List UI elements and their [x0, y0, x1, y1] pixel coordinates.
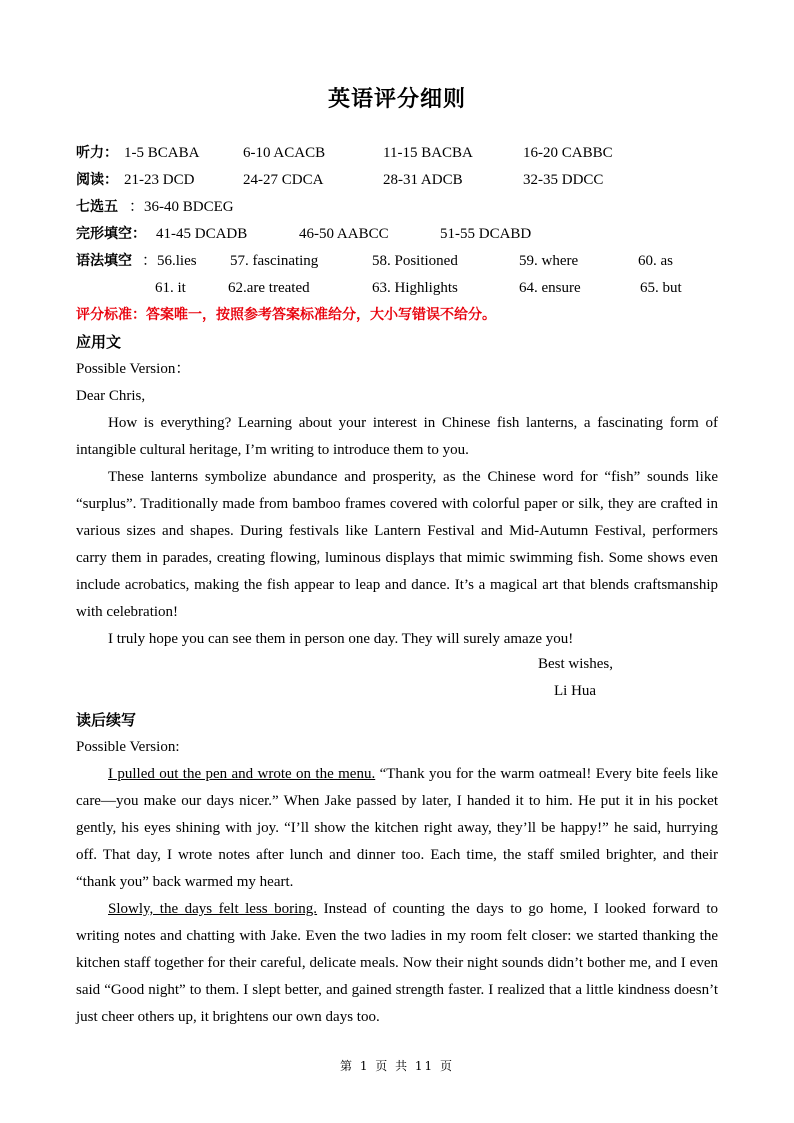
listening-row	[76, 143, 613, 163]
paragraph-text: “Thank you for the warm oatmeal! Every bite feels like care—you make our days nicer.” When Jake passed by later, I handed it to him. He put it in his pocket gently, his eyes shining with joy. “I’ll show the kitchen right away, they’ll be happy!” he said, hurrying off. That day, I wrote notes after lunch and dinner too. Each time, the staff smiled brighter, and their “thank you” back warmed my heart.	[76, 766, 718, 890]
paragraph-text: Instead of counting the days to go home, I looked forward to writing notes and chatting with Jake. Even the two ladies in my room felt closer: we started thanking the kitchen staff together for their careful, delicate meals. Now their night sounds didn’t bother me, and I even said “Good night” to them. I slept better, and gained strength faster. I realized that a little kindness doesn’t just cheer others up, it brightens our own days too.	[76, 901, 718, 1025]
grammar-label: 语法填空	[76, 253, 132, 269]
answer-item: 57. fascinating	[230, 253, 319, 269]
answer-group: 28-31 ADCB	[383, 172, 463, 188]
answer-group: 51-55 DCABD	[440, 226, 532, 242]
letter-paragraph: These lanterns symbolize abundance and prosperity, as the Chinese word for “fish” sounds like “surplus”. Traditionally made from bamboo frames covered with colorful paper or silk, they are crafted in various sizes and shapes. During festivals like Lantern Festival and Mid-Autumn Festival, performers carry them in parades, creating flowing, luminous displays that mimic swimming fish. Some shows even include acrobatics, making the fish appear to leap and dance. It’s a magical art that blends craftsmanship with celebration!	[76, 469, 718, 620]
answer-group: 32-35 DDCC	[523, 172, 604, 188]
answer-group: 1-5 BCABA	[124, 145, 200, 161]
scoring-note: 评分标准：答案唯一，按照参考答案标准给分，大小写错误不给分。	[76, 307, 496, 323]
version-label: Possible Version：	[76, 361, 191, 377]
answer-item: 59. where	[519, 253, 579, 269]
answer-group: 6-10 ACACB	[243, 145, 326, 161]
cloze-label: 完形填空：	[76, 226, 146, 242]
practical-writing-heading: 应用文	[76, 333, 122, 351]
underlined-opening-sentence: Slowly, the days felt less boring.	[108, 901, 318, 917]
seven-choose-five-row	[76, 197, 234, 217]
answer-item: 63. Highlights	[372, 280, 458, 296]
page-title: 英语评分细则	[327, 87, 466, 112]
letter-signature: Li Hua	[554, 683, 597, 699]
answer-group: 46-50 AABCC	[299, 226, 389, 242]
answer-item: 65. but	[640, 280, 682, 296]
story-paragraph	[76, 896, 718, 1031]
version-label: Possible Version:	[76, 739, 180, 755]
continuation-writing-heading: 读后续写	[76, 711, 137, 729]
grammar-row	[76, 251, 673, 271]
seven-choose-five-label: 七选五	[76, 199, 118, 215]
underlined-opening-sentence: I pulled out the pen and wrote on the menu.	[108, 766, 376, 782]
answer-group: ：36-40 BDCEG	[129, 199, 234, 215]
letter-paragraph: I truly hope you can see them in person one day. They will surely amaze you!	[108, 631, 574, 647]
cloze-row	[76, 224, 532, 244]
letter-greeting: Dear Chris,	[76, 388, 146, 404]
answer-item: ：56.lies	[142, 253, 197, 269]
letter-paragraph: How is everything? Learning about your interest in Chinese fish lanterns, a fascinating form of intangible cultural heritage, I’m writing to introduce them to you.	[76, 415, 718, 458]
letter-closing: Best wishes,	[538, 656, 613, 672]
answer-group: 16-20 CABBC	[523, 145, 613, 161]
answer-item: 62.are treated	[228, 280, 310, 296]
answer-group: 21-23 DCD	[124, 172, 195, 188]
answer-group: 11-15 BACBA	[383, 145, 473, 161]
answer-item: 60. as	[638, 253, 673, 269]
reading-row	[76, 170, 604, 190]
listening-label: 听力：	[76, 145, 118, 161]
reading-label: 阅读：	[76, 172, 118, 188]
answer-item: 61. it	[155, 280, 186, 296]
answer-item: 58. Positioned	[372, 253, 458, 269]
story-paragraph	[76, 761, 718, 896]
answer-item: 64. ensure	[519, 280, 581, 296]
answer-group: 24-27 CDCA	[243, 172, 324, 188]
answer-group: 41-45 DCADB	[156, 226, 248, 242]
page-footer: 第 1 页 共 11 页	[340, 1059, 454, 1073]
